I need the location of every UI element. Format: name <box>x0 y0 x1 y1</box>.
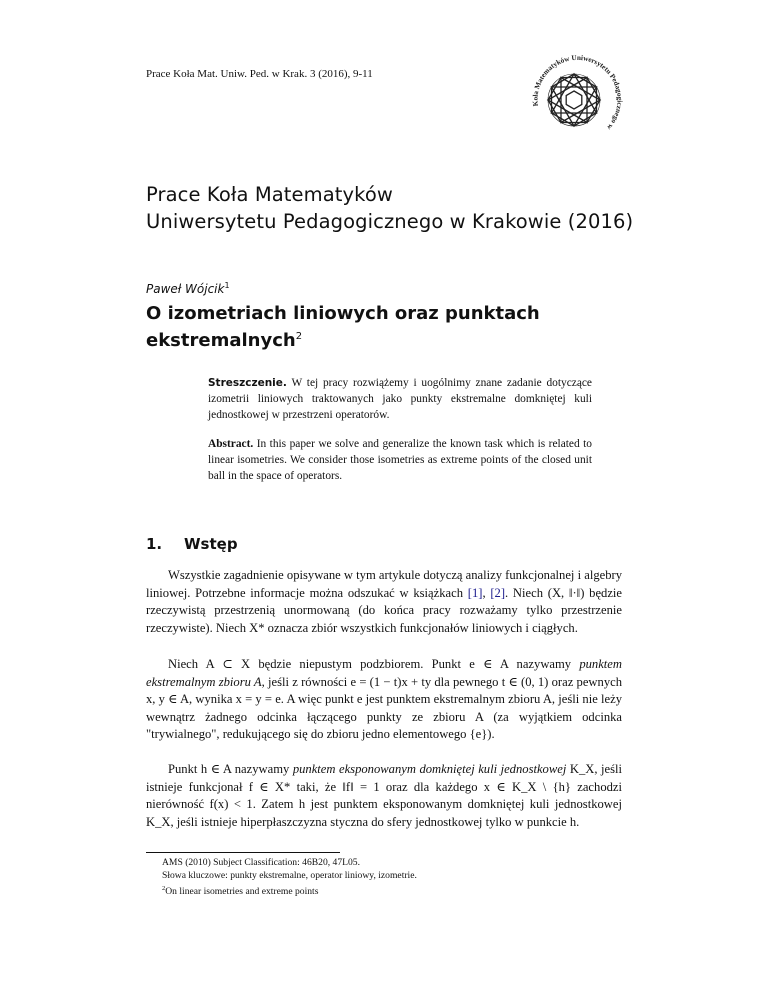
journal-title <box>146 181 633 235</box>
journal-title-line2: Uniwersytetu Pedagogicznego w Krakowie (2016) <box>146 210 634 233</box>
abstract-english-label: Abstract. <box>208 438 254 450</box>
footnote-2-mark: 2 <box>162 884 166 892</box>
paragraph-intro <box>146 567 622 637</box>
footnote-ams: AMS (2010) Subject Classification: 46B20, 47L05. <box>162 857 360 868</box>
definition-term: punktem eksponowanym domkniętej kuli jednostkowej <box>292 762 567 776</box>
paragraph-text: , <box>482 585 491 600</box>
footnote-divider <box>146 852 340 853</box>
running-head: Prace Koła Mat. Uniw. Ped. w Krak. 3 (2016), 9-11 <box>146 68 373 80</box>
section-title: Wstęp <box>184 535 238 553</box>
paragraph-extreme-point <box>146 656 622 744</box>
paragraph-exposed-point <box>146 761 622 831</box>
abstract-english <box>208 436 592 484</box>
title-footnote-mark: 2 <box>295 331 303 342</box>
section-heading <box>146 535 238 553</box>
paragraph-text: Punkt h ∈ A nazywamy <box>168 762 293 776</box>
paragraph-text: Niech A ⊂ X będzie niepustym podzbiorem. Punkt e ∈ A nazywamy <box>168 657 580 671</box>
abstract-polish-label: Streszczenie. <box>208 377 287 389</box>
section-number: 1. <box>146 535 163 553</box>
abstract-english-text: In this paper we solve and generalize the known task which is related to linear isometries. We consider those isometries as extreme points of the closed unit ball in the space of operators. <box>208 438 592 482</box>
abstract-polish <box>208 375 592 423</box>
author-name: Paweł Wójcik <box>146 282 225 296</box>
footnote-2-text: On linear isometries and extreme points <box>165 885 319 897</box>
paragraph-text: . Niech (X, ‖·‖) będzie rzeczywistą przestrzenią unormowaną (do końca pracy rozważamy tylko przestrzenie rzeczywiste). Niech X* oznacza zbiór wszystkich funkcjonałów liniowych i ciągłych. <box>146 585 623 635</box>
citation-link-1[interactable]: [1] <box>467 585 483 600</box>
article-title <box>146 302 546 352</box>
star-polygon-seal-icon <box>518 36 626 160</box>
article-title-line2: ekstremalnych <box>146 330 296 351</box>
footnotes <box>162 857 417 899</box>
citation-link-2[interactable]: [2] <box>490 585 506 600</box>
definition-term: punktem ekstremalnym zbioru A <box>146 657 622 689</box>
footnote-2 <box>162 883 417 899</box>
paragraph-text: K_X, jeśli istnieje funkcjonał f ∈ X* taki, że ‖f‖ = 1 oraz dla każdego x ∈ K_X \ {h} zachodzi nierówność f(x) < 1. Zatem h jest punktem eksponowanym domkniętej kuli jednostkowej K_X, jeśli istnieje hiperpłaszczyzna styczna do sfery jednostkowej tylko w punkcie h. <box>146 762 622 829</box>
article-title-line1: O izometriach liniowych oraz punktach <box>146 303 540 324</box>
author-footnote-mark: 1 <box>224 281 230 290</box>
abstract-polish-text: W tej pracy rozwiążemy i uogólnimy znane zadanie dotyczące izometrii liniowych traktowanych jako punkty ekstremalne domkniętej kuli jednostkowej w przestrzeni operatorów. <box>208 377 592 421</box>
journal-logo <box>518 36 626 160</box>
footnote-keywords: Słowa kluczowe: punkty ekstremalne, operator liniowy, izometrie. <box>162 869 417 881</box>
paragraph-text: Wszystkie zagadnienie opisywane w tym artykule dotyczą analizy funkcjonalnej i algebry liniowej. Potrzebne informacje można odszukać w książkach <box>146 568 622 600</box>
paragraph-text: , jeśli z równości e = (1 − t)x + ty dla pewnego t ∈ (0, 1) oraz pewnych x, y ∈ A, wynika x = y = e. A więc punkt e jest punktem ekstremalnym zbioru A, jeśli nie leży wewnątrz żadnego odcinka łączącego punkty ze zbioru A (za wyjątkiem odcinka "trywialnego", redukującego się do zbioru jedno elementowego {e}). <box>146 674 622 742</box>
journal-title-line1: Prace Koła Matematyków <box>146 183 393 206</box>
logo-arc-text: Koła Matematyków Uniwersytetu Pedagogicznego w <box>531 53 624 132</box>
author <box>146 281 230 296</box>
